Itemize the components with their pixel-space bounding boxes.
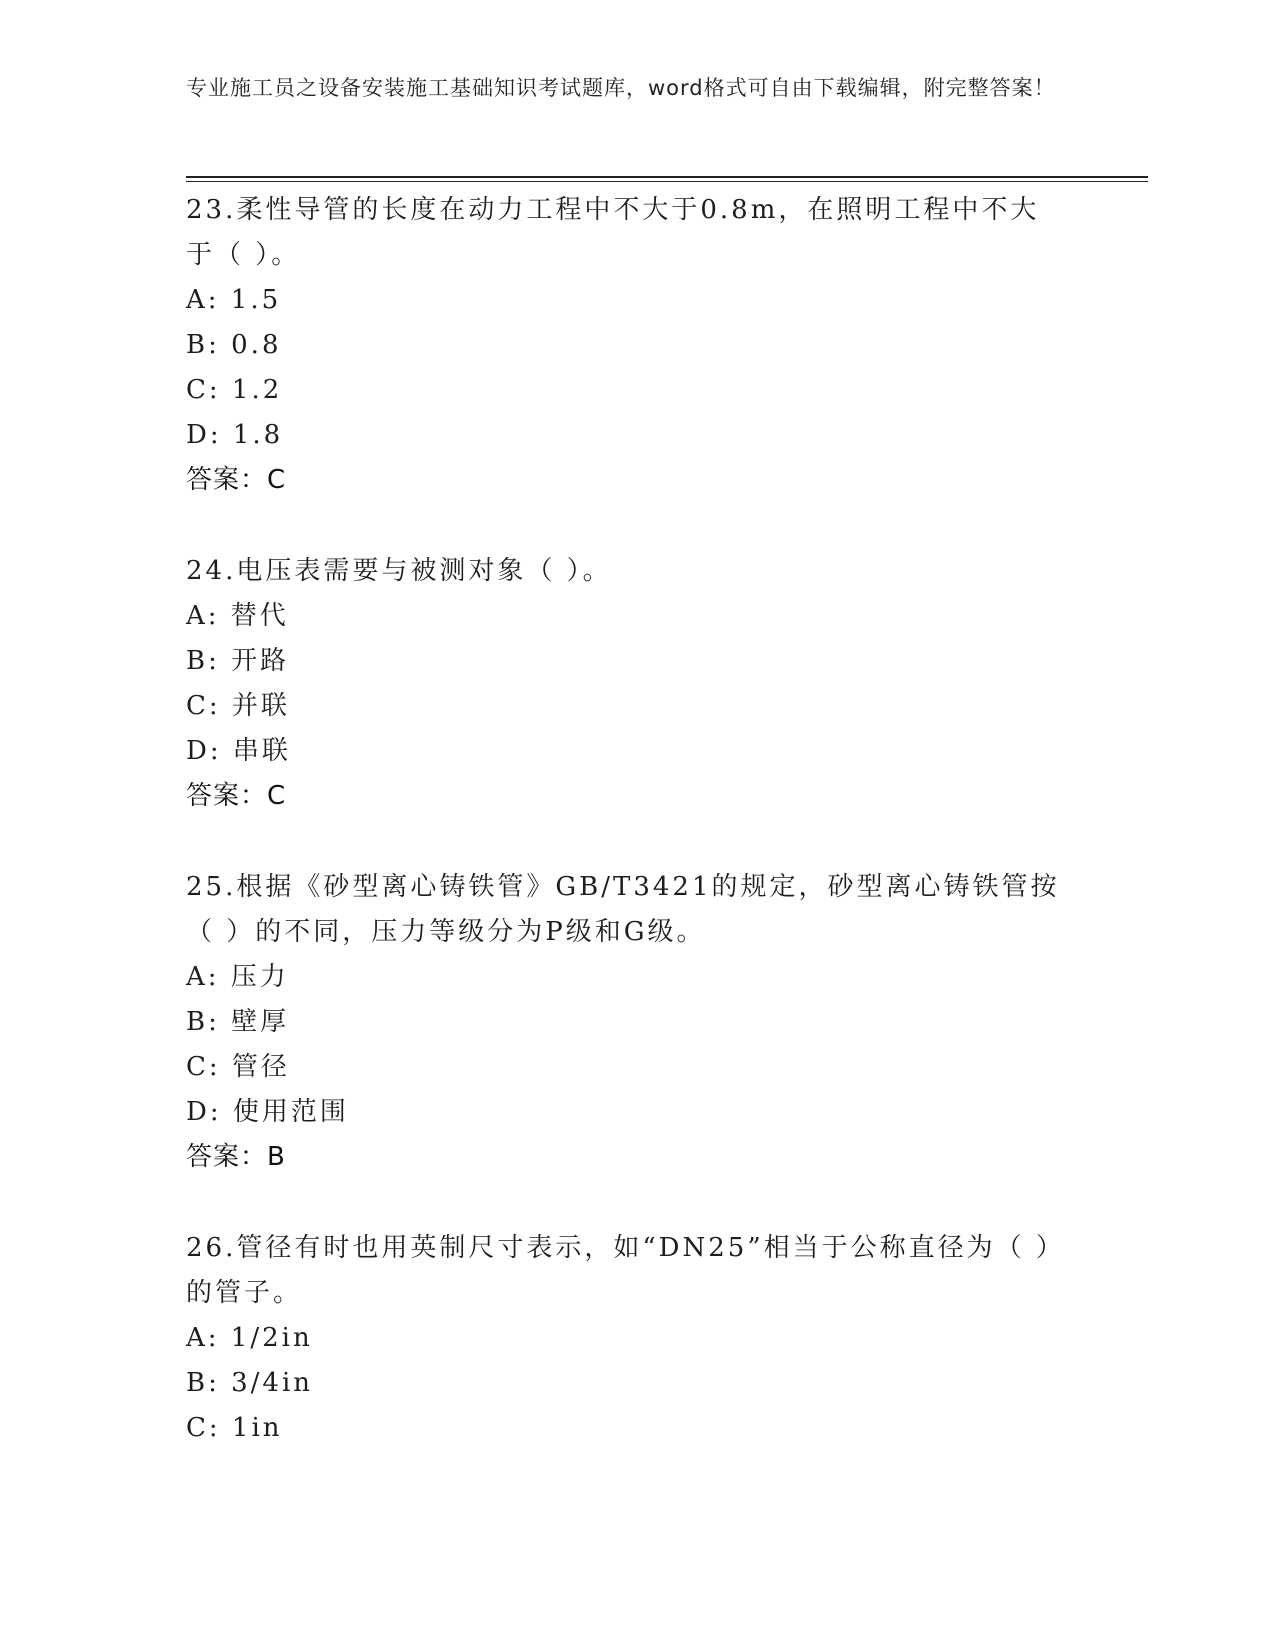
option-a: A: 1.5: [186, 285, 282, 315]
option-b: B: 壁厚: [186, 1007, 290, 1037]
answer: 答案：B: [186, 1142, 286, 1172]
option-b: B: 开路: [186, 646, 290, 676]
option-c: C: 1.2: [186, 375, 283, 405]
question-text: 24.电压表需要与被测对象（ ）。: [186, 556, 612, 586]
answer: 答案：C: [186, 465, 287, 495]
header-divider-thick: [186, 176, 1148, 178]
option-d: D: 串联: [186, 736, 291, 766]
question-23: [186, 188, 1086, 503]
option-d: D: 1.8: [186, 420, 284, 450]
option-a: A: 压力: [186, 962, 289, 992]
question-26: [186, 1226, 1086, 1451]
option-c: C: 并联: [186, 691, 290, 721]
answer: 答案：C: [186, 781, 287, 811]
option-b: B: 3/4in: [186, 1368, 314, 1398]
header-divider-thin: [186, 181, 1148, 182]
option-a: A: 1/2in: [186, 1323, 313, 1353]
option-a: A: 替代: [186, 601, 289, 631]
question-24: [186, 549, 1086, 819]
question-25: [186, 865, 1086, 1180]
question-text: 26.管径有时也用英制尺寸表示，如“DN25”相当于公称直径为（ ）的管子。: [186, 1233, 1065, 1308]
question-list: [186, 188, 1086, 1497]
option-d: D: 使用范围: [186, 1097, 349, 1127]
question-text: 25.根据《砂型离心铸铁管》GB/T3421的规定，砂型离心铸铁管按（ ）的不同，压力等级分为P级和G级。: [186, 872, 1060, 947]
question-text: 23.柔性导管的长度在动力工程中不大于0.8m，在照明工程中不大于（ ）。: [186, 195, 1040, 270]
document-header: 专业施工员之设备安装施工基础知识考试题库，word格式可自由下载编辑，附完整答案！: [186, 76, 1056, 100]
option-c: C: 管径: [186, 1052, 290, 1082]
option-c: C: 1in: [186, 1413, 283, 1443]
option-b: B: 0.8: [186, 330, 282, 360]
